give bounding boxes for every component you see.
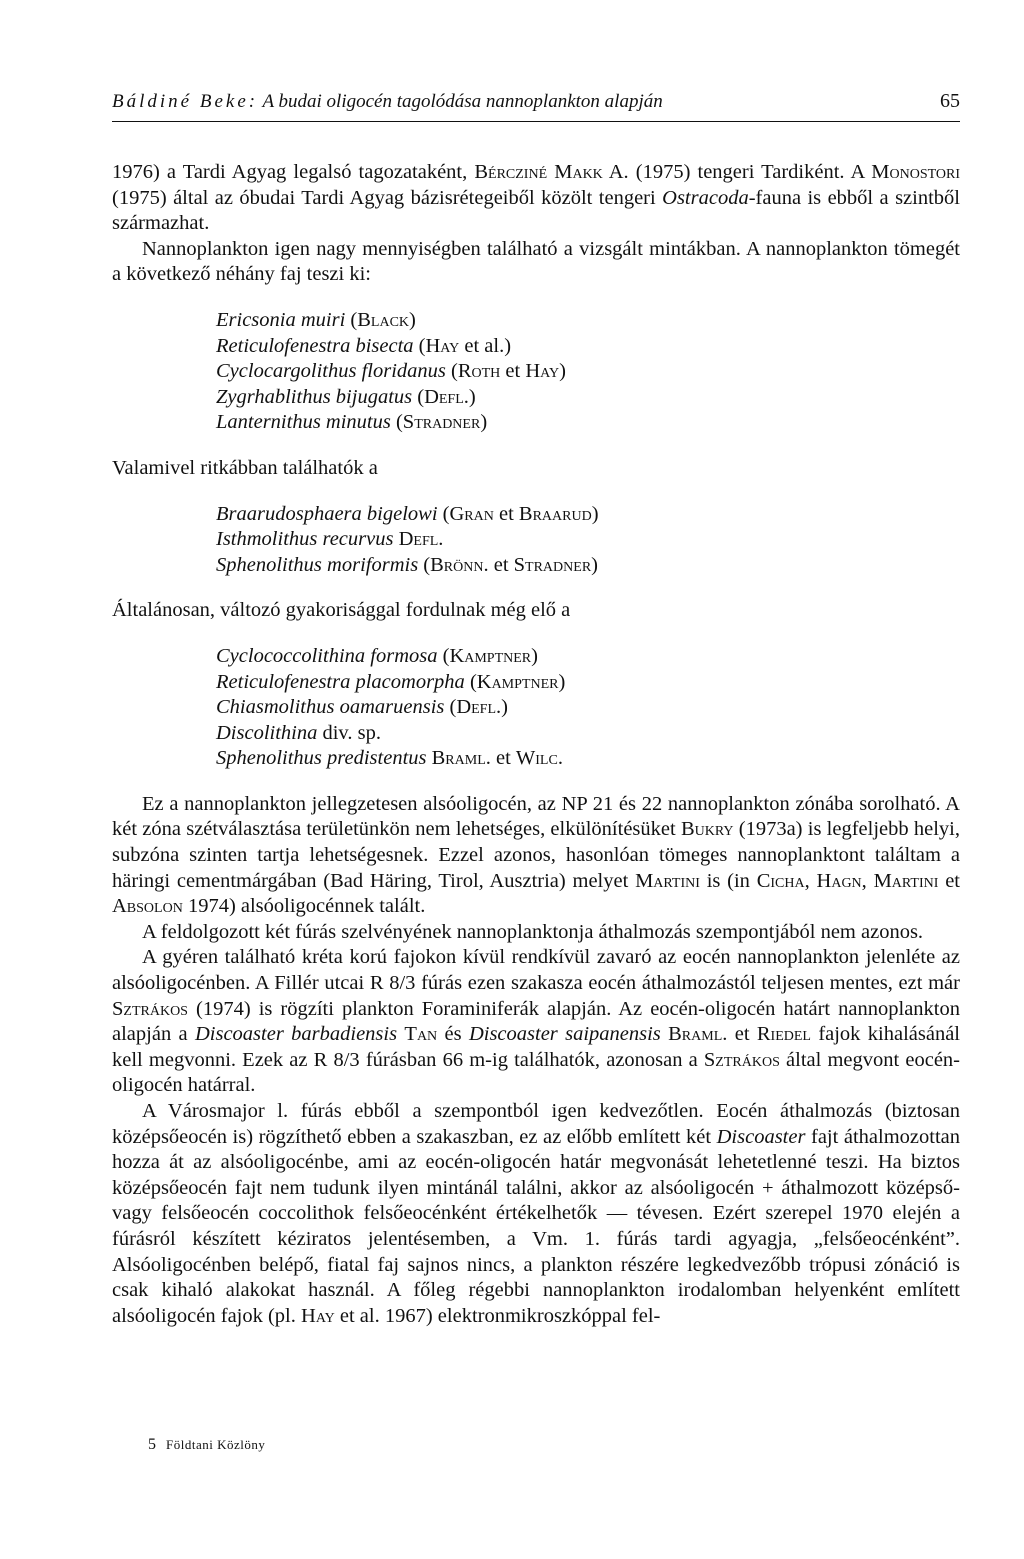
taxon-name: Ostracoda [662,186,749,209]
paragraph-5 [112,792,960,920]
text-run: et al.) [459,334,512,357]
author-name: Braml. [431,747,491,770]
species-name: Reticulofenestra bisecta [216,334,414,357]
author-name: Braml. [668,1023,728,1046]
paragraph-6: A feldolgozott két fúrás szelvényének nannoplanktonja áthalmozás szempontjából nem azonos. [142,920,924,943]
text-run: et al. 1967) elektronmikroszkóppal fel- [334,1304,661,1327]
author-name: Defl. [398,528,444,551]
author-name: Stradner [402,411,481,434]
species-item [216,502,960,528]
species-name: Cyclocargolithus floridanus [216,360,446,383]
text-run: ) [558,670,566,693]
author-name: Roth [457,360,501,383]
author-name: Hay [301,1304,335,1327]
text-run: et [493,502,519,525]
species-item [216,695,960,721]
species-item [216,644,960,670]
text-run: 1976) a Tardi Agyag legalsó tagozataként, [112,161,475,183]
text-run: ) [501,696,508,719]
text-run: ( [444,696,457,719]
text-run: fajok kihalásánál kell megvonni. Ezek az R 8/3 fúrásban 66 m-ig találhatók, azonosan a [112,1023,960,1071]
text-run: ( [412,385,425,408]
author-name: Bukry [680,818,734,841]
running-title-text: A budai oligocén tagolódása nannoplankton alapján [262,91,663,112]
page [112,90,960,1329]
species-item [216,359,960,385]
author-name: Tan [404,1023,438,1046]
species-name: Discolithina [216,721,318,744]
text-run: ( [445,360,458,383]
text-run: div. sp. [317,721,381,744]
text-run: ) [591,553,598,576]
paragraph-1 [112,160,960,237]
text-run: ) [468,385,476,408]
species-name: Reticulofenestra placomorpha [216,670,465,693]
author-name: Absolon [112,895,183,918]
text-run: 1974) alsóoligocénnek talált. [182,895,426,918]
running-title [112,91,663,113]
species-name: Lanternithus minutus [216,411,391,434]
species-name: Cyclococcolithina formosa [216,644,438,667]
text-run: által megvont eocén-oligocén határral. [112,1048,960,1097]
paragraph-3: Valamivel ritkábban találhatók a [112,456,378,479]
paragraph-4: Általánosan, változó gyakorisággal fordulnak még elő a [112,599,571,622]
text-run: ( [418,553,431,576]
author-name: Brönn. [430,553,489,576]
text-run: is (in [699,869,757,892]
species-name: Sphenolithus predistentus [216,747,427,770]
author-name: Monostori [871,161,961,183]
author-name: Black [357,308,410,331]
author-name: Gran [449,502,494,525]
text-run: et [490,747,516,770]
species-item [216,410,960,436]
text-run: A. (1975) tengeri Tardiként. A [602,161,872,183]
text-run: ) [531,644,538,667]
species-name: Zygrhablithus bijugatus [216,385,413,408]
text-run: (1973a) is legfeljebb helyi, subzóna szinten tartja lehetségesnek. Ezzel azonos, hasonlóan tömeges nannoplanktont találtam a häringi cementmárgában (Bad Häring, Tirol, Ausztria) melyet [112,818,960,892]
text-run: et [938,869,960,892]
species-name: Chiasmolithus oamaruensis [216,696,445,719]
author-name: Defl. [456,696,502,719]
species-name: Isthmolithus recurvus [216,528,394,551]
text-run: A gyéren található kréta korú fajokon kívül rendkívül zavaró az eocén nannoplankton jelenléte az alsóoligocénben. A Fillér utcai R 8/3 fúrás ezen szakasza eocén áthalmozástól teljesen mentes, ezt már [112,946,960,995]
article-body [112,160,960,1329]
species-list-2 [216,502,960,579]
text-run: ( [437,502,450,525]
species-item [216,308,960,334]
author-name: Bércziné Makk [474,161,603,183]
author-name: Martini [635,869,700,892]
paragraph-7 [112,945,960,1099]
species-item [216,553,960,579]
author-name: Sztrákos [112,997,188,1020]
species-item [216,334,960,360]
text-run: A Városmajor l. fúrás ebből a szempontból igen kedvezőtlen. Eocén áthalmozás (biztosan középsőeocén is) rögzíthető ebben a szakaszban, ez az előbb említett két [112,1100,960,1148]
text-run: (1975) által az óbudai Tardi Agyag bázisrétegeiből közölt tengeri [112,186,663,209]
species-list-3 [216,644,960,772]
text-run: et [727,1023,757,1046]
running-title-authors: Báldiné Beke: [112,91,259,112]
text-run: ( [437,644,450,667]
species-name: Ericsonia muiri [216,308,346,331]
text-run: fajt áthalmozottan hozza át az alsóoligocénbe, ami az eocén-oligocén határ megvonását lehetetlenné teszi. Ha biztos középsőeocén fajt nem tudunk ilyen mintánál találni, akkor az alsóoligocén + áthalmozott középső- vagy felsőeocén coccolithok felsőeocénként értékelhetők — tévesen. Ezért szerepel 1970 elején a fúrásról készített kéziratos jelentésemben, a Vm. 1. fúrás tardi agyagja, „felsőeocénként”. Alsóoligocénben belépő, fiatal faj sajnos nincs, a plankton részére legkedvezőbb trópusi zónáció is csak kihaló alakokat használ. A főleg régebbi nannoplankton irodalomban helyenként említett alsóoligocén fajok (pl. [112,1125,960,1327]
author-name: Riedel [756,1023,811,1046]
author-name: Wilc. [515,747,563,770]
text-run: ( [345,308,358,331]
text-run: Ez a nannoplankton jellegzetesen alsóoligocén, az NP 21 és 22 nannoplankton zónába sorolható. A két zóna szétválasztása területünkön nem lehetséges, elkülönítésüket [112,792,960,841]
species-name: Sphenolithus moriformis [216,553,419,576]
signature-number: 5 [148,1436,156,1453]
paragraph-2: Nannoplankton igen nagy mennyiségben található a vizsgált mintákban. A nannoplankton tömegét a következő néhány faj teszi ki: [112,237,960,286]
species-name: Braarudosphaera bigelowi [216,502,438,525]
page-footer [148,1436,265,1454]
author-name: Kamptner [449,644,532,667]
text-run: ) [591,502,599,525]
paragraph-8 [112,1099,960,1329]
text-run: és [437,1023,469,1046]
text-run: et [500,360,526,383]
author-name: Kamptner [476,670,559,693]
author-name: Sztrákos [703,1048,780,1071]
text-run: ( [464,670,477,693]
text-run: ) [559,360,566,383]
taxon-name: Discoaster [716,1125,806,1148]
taxon-name: Discoaster barbadiensis [194,1023,398,1046]
running-head [112,90,960,122]
taxon-name: Discoaster saipanensis [468,1023,661,1046]
text-run: -fauna is ebből a szintből származhat. [112,186,960,235]
text-run: ( [390,411,403,434]
author-name: Cicha, Hagn, Martini [756,869,939,892]
text-run: ) [409,308,416,331]
species-item [216,721,960,747]
species-list-1 [216,308,960,436]
journal-name: Földtani Közlöny [166,1437,266,1452]
author-name: Hay [525,360,560,383]
species-item [216,527,960,553]
species-item [216,670,960,696]
text-run: ( [413,334,426,357]
text-run: et [488,553,514,576]
author-name: Stradner [513,553,592,576]
species-item [216,746,960,772]
species-item [216,385,960,411]
text-run: (1974) is rögzíti plankton Foraminiferák alapján. Az eocén-oligocén határt nannoplankton alapján a [112,997,960,1046]
page-number: 65 [940,90,960,112]
author-name: Defl. [424,385,469,408]
author-name: Hay [425,334,460,357]
author-name: Braarud [518,502,592,525]
text-run: ) [480,411,488,434]
